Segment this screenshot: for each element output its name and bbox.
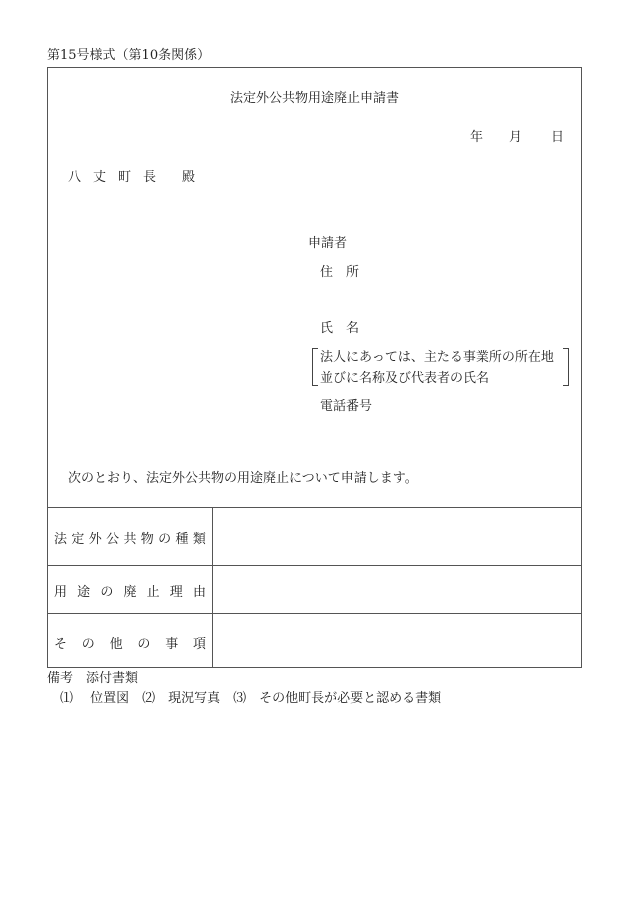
phone-label: 電話番号: [320, 399, 373, 414]
row-label-other-matters: そ の 他 の 事 項: [54, 637, 206, 652]
applicant-heading: 申請者: [308, 236, 348, 251]
notes-items: ⑴ 位置図 ⑵ 現況写真 ⑶ その他町長が必要と認める書類: [60, 691, 442, 706]
row-label-abolition-reason: 用 途 の 廃 止 理 由: [54, 585, 206, 600]
statement: 次のとおり、法定外公共物の用途廃止について申請します。: [68, 471, 418, 486]
addressee-5: 殿: [182, 170, 196, 185]
form-title: 法定外公共物用途廃止申請書: [229, 91, 399, 106]
table-divider: [48, 565, 581, 566]
table-divider: [48, 613, 581, 614]
table-divider: [48, 507, 581, 508]
date-year: 年: [470, 130, 484, 145]
row-label-facility-type: 法 定 外 公 共 物 の 種 類: [54, 532, 206, 547]
form-number: 第15号様式（第10条関係）: [47, 48, 211, 63]
date-day: 日: [551, 130, 565, 145]
name-label: 氏 名: [320, 321, 360, 336]
corporate-note-line1: 法人にあっては、主たる事業所の所在地: [320, 350, 554, 365]
corporate-note-line2: 並びに名称及び代表者の氏名: [320, 371, 490, 386]
addressee-2: 丈: [93, 170, 107, 185]
addressee-4: 長: [143, 170, 157, 185]
right-bracket: [563, 348, 569, 386]
date-month: 月: [509, 130, 523, 145]
addressee-3: 町: [118, 170, 132, 185]
table-column-divider: [212, 507, 213, 667]
address-label: 住 所: [320, 265, 360, 280]
addressee-1: 八: [68, 170, 82, 185]
notes-heading: 備考 添付書類: [47, 671, 139, 686]
left-bracket: [312, 348, 318, 386]
